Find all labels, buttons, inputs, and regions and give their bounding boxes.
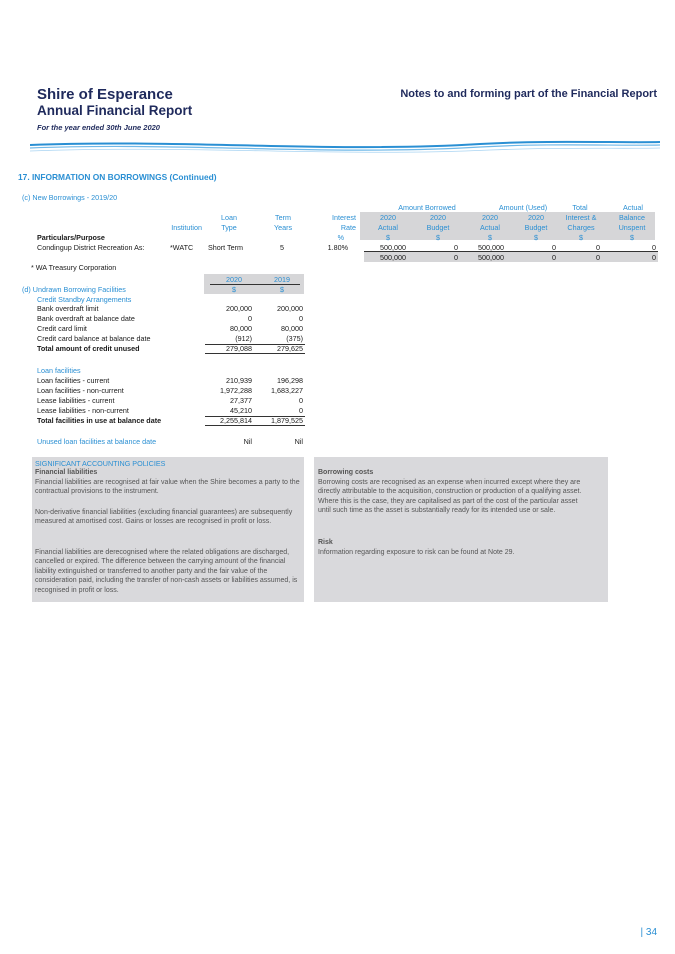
credit-row-2020: 80,000 xyxy=(230,324,252,333)
credit-row-label: Bank overdraft limit xyxy=(37,304,99,313)
unit-dollar-2020: $ xyxy=(232,285,236,294)
header-actual-balance: Actual xyxy=(623,203,643,212)
borrow-ab-budget: 0 xyxy=(454,243,458,252)
borrowing-costs-para: Borrowing costs are recognised as an expense when incurred except where they are directly attributable to the acquisition, construction or production of a qualifying asset. Where this is the case, they are capitalised as part of the cost of the particular asset until such time as the asset is substantially ready for its intended use or sale. xyxy=(318,479,582,515)
header-2020-au-actual: 2020 xyxy=(482,213,498,222)
credit-row xyxy=(37,304,307,314)
loan-row-label: Loan facilities - current xyxy=(37,376,110,385)
borrow-unspent: 0 xyxy=(652,243,656,252)
total-underline xyxy=(205,353,305,354)
header-interest-and: Interest & xyxy=(565,213,597,222)
loan-row-2020: 45,210 xyxy=(230,406,252,415)
unused-facilities-label: Unused loan facilities at balance date xyxy=(37,437,157,446)
footnote-watc: * WA Treasury Corporation xyxy=(31,263,117,272)
subsection-new-borrowings: (c) New Borrowings - 2019/20 xyxy=(22,193,118,202)
header-balance: Balance xyxy=(619,213,645,222)
unused-facilities-2019: Nil xyxy=(294,437,303,446)
loan-row-2019: 196,298 xyxy=(277,376,303,385)
header-actual-1: Actual xyxy=(378,223,398,232)
loan-total-2020: 2,255,814 xyxy=(220,416,252,425)
unused-facilities-2020: Nil xyxy=(243,437,252,446)
loan-rows xyxy=(37,376,307,426)
header-wave-divider xyxy=(30,135,660,159)
loan-row-2020: 210,939 xyxy=(226,376,252,385)
total-au-budget: 0 xyxy=(552,253,556,262)
credit-row-2020: 200,000 xyxy=(226,304,252,313)
header-term: Term xyxy=(275,213,291,222)
credit-total-2019: 279,625 xyxy=(277,344,303,353)
header-2020-ab-budget: 2020 xyxy=(430,213,446,222)
header-rate: Rate xyxy=(340,223,356,232)
header-unspent: Unspent xyxy=(618,223,646,232)
policies-title: SIGNIFICANT ACCOUNTING POLICIES xyxy=(35,459,166,468)
loan-row-label: Lease liabilities - current xyxy=(37,396,115,405)
risk-para: Information regarding exposure to risk can be found at Note 29. xyxy=(318,549,515,556)
loan-row xyxy=(37,386,307,396)
loan-row-2019: 0 xyxy=(299,406,303,415)
group-amount-used: Amount (Used) xyxy=(498,203,548,212)
borrow-charges: 0 xyxy=(596,243,600,252)
borrow-type: Short Term xyxy=(208,243,244,252)
header-years: Years xyxy=(273,223,293,232)
credit-row xyxy=(37,314,307,324)
header-charges: Charges xyxy=(567,223,595,232)
section-title: 17. INFORMATION ON BORROWINGS (Continued) xyxy=(18,172,217,182)
header-2020-ab-actual: 2020 xyxy=(380,213,396,222)
header-institution: Institution xyxy=(171,223,202,232)
borrow-institution: *WATC xyxy=(170,243,194,252)
unit-dollar: $ xyxy=(386,233,390,242)
report-period: For the year ended 30th June 2020 xyxy=(37,123,160,132)
credit-row-label: Credit card balance at balance date xyxy=(37,334,151,343)
unit-dollar: $ xyxy=(488,233,492,242)
loan-row-2019: 0 xyxy=(299,396,303,405)
borrow-au-actual: 500,000 xyxy=(478,243,504,252)
header-total: Total xyxy=(572,203,588,212)
header-type: Type xyxy=(221,223,237,232)
credit-row-2020: 0 xyxy=(248,314,252,323)
header-loan: Loan xyxy=(221,213,237,222)
loan-total-label: Total facilities in use at balance date xyxy=(37,416,162,425)
loan-row xyxy=(37,406,307,416)
header-2020-au-budget: 2020 xyxy=(528,213,544,222)
credit-total-row xyxy=(37,344,307,354)
credit-row xyxy=(37,324,307,334)
risk-title: Risk xyxy=(318,539,333,546)
loan-total-row xyxy=(37,416,307,426)
borrow-rate: 1.80% xyxy=(327,243,348,252)
loan-row-2020: 27,377 xyxy=(230,396,252,405)
header-budget-2: Budget xyxy=(524,223,548,232)
financial-liabilities-title: Financial liabilities xyxy=(35,469,98,476)
borrow-ab-actual: 500,000 xyxy=(380,243,406,252)
year-2019: 2019 xyxy=(274,275,290,284)
borrow-au-budget: 0 xyxy=(552,243,556,252)
credit-row-label: Credit card limit xyxy=(37,324,87,333)
total-ab-actual: 500,000 xyxy=(380,253,406,262)
header-interest: Interest xyxy=(332,213,356,222)
credit-row-2019: (375) xyxy=(286,334,303,343)
credit-row-label: Bank overdraft at balance date xyxy=(37,314,135,323)
credit-row xyxy=(37,334,307,344)
total-au-actual: 500,000 xyxy=(478,253,504,262)
unit-dollar: $ xyxy=(579,233,583,242)
notes-title: Notes to and forming part of the Financial Report xyxy=(400,88,657,100)
loan-row xyxy=(37,376,307,386)
page-number: | 34 xyxy=(640,927,657,938)
borrow-years: 5 xyxy=(280,243,284,252)
year-2020: 2020 xyxy=(226,275,242,284)
unit-dollar: $ xyxy=(436,233,440,242)
unit-percent: % xyxy=(337,233,344,242)
loan-row-2020: 1,972,288 xyxy=(220,386,252,395)
credit-rows xyxy=(37,304,307,354)
loan-row-label: Lease liabilities - non-current xyxy=(37,406,129,415)
borrow-purpose: Condingup District Recreation As: xyxy=(37,243,145,252)
total-charges: 0 xyxy=(596,253,600,262)
credit-standby-title: Credit Standby Arrangements xyxy=(37,295,132,304)
credit-row-2019: 0 xyxy=(299,314,303,323)
total-underline xyxy=(205,425,305,426)
financial-liabilities-para-2: Non-derivative financial liabilities (excluding financial guarantees) are subsequently measured at amortised cost. Gains or losses are recognised in profit or loss. xyxy=(35,509,293,526)
report-title: Annual Financial Report xyxy=(37,103,193,118)
loan-facilities-title: Loan facilities xyxy=(37,366,81,375)
credit-row-2019: 200,000 xyxy=(277,304,303,313)
header-actual-2: Actual xyxy=(480,223,500,232)
loan-total-2019: 1,879,525 xyxy=(271,416,303,425)
unit-dollar: $ xyxy=(534,233,538,242)
loan-row xyxy=(37,396,307,406)
credit-row-2019: 80,000 xyxy=(281,324,303,333)
unit-dollar-2019: $ xyxy=(280,285,284,294)
credit-total-2020: 279,088 xyxy=(226,344,252,353)
credit-row-2020: (912) xyxy=(235,334,252,343)
financial-liabilities-para-3: Financial liabilities are derecognised where the related obligations are discharged, cancelled or expired. The difference between the carrying amount of the financial liability extinguished or transferred to another party and the fair value of the consideration paid, including the transfer of non-cash assets or liabilities assumed, is recognised in profit or loss. xyxy=(35,549,298,594)
organisation-name: Shire of Esperance xyxy=(37,86,173,103)
header-particulars: Particulars/Purpose xyxy=(37,233,105,242)
group-amount-borrowed: Amount Borrowed xyxy=(398,203,456,212)
credit-total-label: Total amount of credit unused xyxy=(37,344,140,353)
borrowing-costs-title: Borrowing costs xyxy=(318,469,374,476)
total-unspent: 0 xyxy=(652,253,656,262)
unit-dollar: $ xyxy=(630,233,634,242)
header-budget-1: Budget xyxy=(426,223,450,232)
financial-liabilities-para-1: Financial liabilities are recognised at fair value when the Shire becomes a party to the contractual provisions to the instrument. xyxy=(35,479,300,496)
loan-row-2019: 1,683,227 xyxy=(271,386,303,395)
loan-row-label: Loan facilities - non-current xyxy=(37,386,124,395)
subsection-undrawn-facilities: (d) Undrawn Borrowing Facilities xyxy=(22,285,126,294)
total-ab-budget: 0 xyxy=(454,253,458,262)
